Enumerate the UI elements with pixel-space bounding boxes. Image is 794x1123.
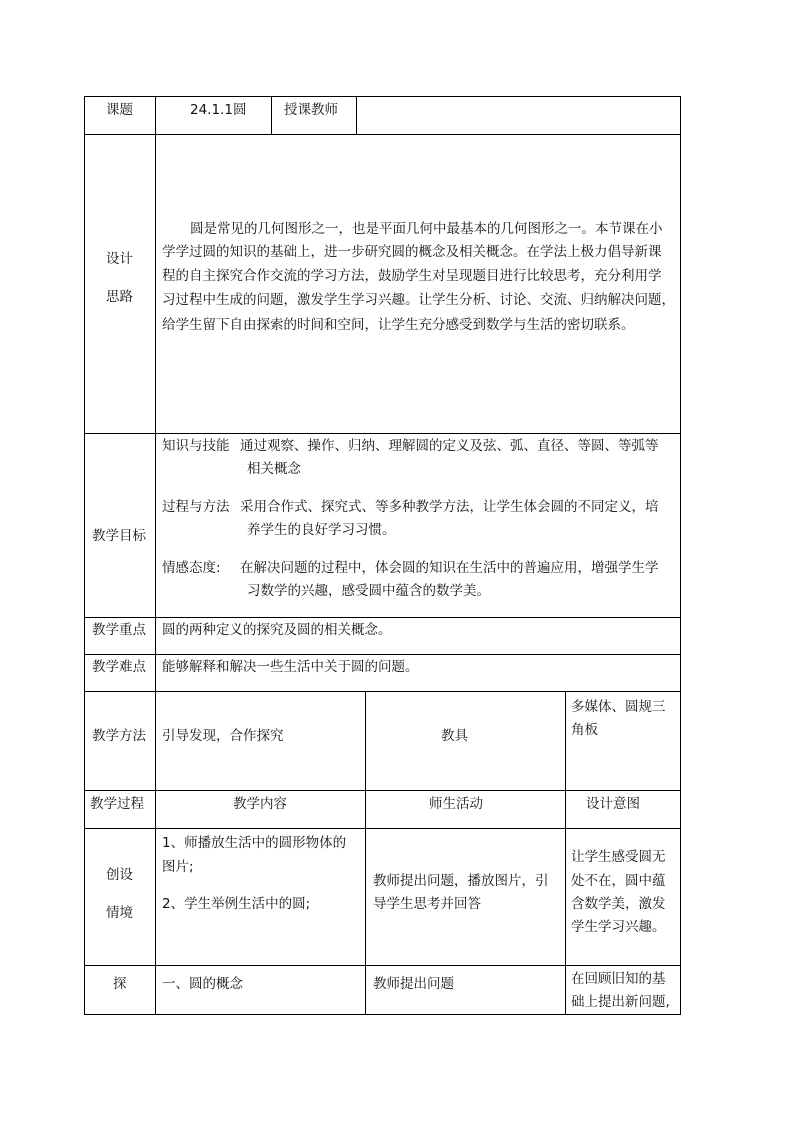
methods-text: 引导发现，合作探究	[162, 728, 284, 744]
col-intent-header: 设计意图	[586, 796, 640, 812]
explore-intent-line: 础上提出新问题,	[571, 994, 670, 1010]
col-content-header: 教学内容	[233, 796, 287, 812]
design-line: 圆是常见的几何图形之一，也是平面几何中最基本的几何图形之一。本节课在小	[190, 221, 663, 237]
scenario-activity-line1: 教师提出问题，播放图片，引	[373, 873, 549, 889]
knowledge-line1: 通过观察、操作、归纳、理解圆的定义及弦、弧、直径、等圆、等弧等	[240, 438, 659, 454]
design-line: 习过程中生成的问题，激发学生学习兴趣。让学生分析、讨论、交流、归纳解决问题，	[162, 292, 675, 308]
design-label-line2: 思路	[106, 289, 133, 305]
knowledge-line2: 相关概念	[247, 461, 301, 477]
explore-activity-line1: 教师提出问题	[373, 976, 454, 992]
explore-intent-line: 在回顾旧知的基	[571, 971, 666, 987]
scenario-label-cell	[84, 828, 156, 966]
design-label-cell	[84, 134, 156, 434]
design-line: 给学生留下自由探索的时间和空间，让学生充分感受到数学与生活的密切联系。	[162, 317, 635, 333]
key-points-text: 圆的两种定义的探究及圆的相关概念。	[162, 622, 392, 638]
emotion-line2: 习数学的兴趣，感受圆中蕴含的数学美。	[247, 583, 490, 599]
design-label-line1: 设计	[106, 251, 133, 267]
teacher-value-cell	[356, 96, 681, 135]
tools-label: 教具	[441, 728, 468, 744]
explore-content-line1: 一、圆的概念	[162, 976, 243, 992]
scenario-intent-line: 让学生感受圆无	[571, 849, 666, 865]
scenario-activity-line2: 导学生思考并回答	[373, 896, 481, 912]
col-activity-header: 师生活动	[429, 796, 483, 812]
scenario-intent-line: 含数学美，激发	[571, 896, 666, 912]
teacher-label: 授课教师	[284, 102, 338, 118]
scenario-intent-line: 学生学习兴趣。	[571, 919, 666, 935]
explore-label: 探	[113, 976, 127, 992]
scenario-label-line1: 创设	[106, 867, 133, 883]
process-label: 过程与方法	[162, 499, 230, 515]
scenario-content-line2: 图片;	[162, 859, 194, 875]
tools-line1: 多媒体、圆规三	[571, 699, 666, 715]
scenario-content-line3: 2、学生举例生活中的圆;	[162, 896, 311, 912]
process-line1: 采用合作式、探究式、等多种教学方法，让学生体会圆的不同定义，培	[240, 499, 659, 515]
emotion-line1: 在解决问题的过程中，体会圆的知识在生活中的普遍应用，增强学生学	[240, 560, 659, 576]
methods-label: 教学方法	[92, 728, 146, 744]
scenario-label-line2: 情境	[106, 905, 133, 921]
topic-label: 课题	[106, 102, 133, 118]
design-line: 程的自主探究合作交流的学习方法，鼓励学生对呈现题目进行比较思考，充分利用学	[162, 268, 662, 284]
knowledge-label: 知识与技能	[162, 438, 230, 454]
tools-line2: 角板	[571, 722, 598, 738]
emotion-label: 情感态度:	[162, 560, 221, 576]
key-points-label: 教学重点	[92, 622, 146, 638]
difficulties-label: 教学难点	[92, 659, 146, 675]
scenario-intent-line: 处不在，圆中蕴	[571, 873, 666, 889]
goals-label: 教学目标	[92, 528, 146, 544]
topic-value: 24.1.1圆	[190, 102, 247, 118]
scenario-content-line1: 1、师播放生活中的圆形物体的	[162, 835, 347, 851]
process-line2: 养学生的良好学习习惯。	[247, 522, 396, 538]
design-line: 学学过圆的知识的基础上，进一步研究圆的概念及相关概念。在学法上极力倡导新课	[162, 244, 662, 260]
process-label: 教学过程	[90, 796, 144, 812]
difficulties-text: 能够解释和解决一些生活中关于圆的问题。	[162, 659, 419, 675]
